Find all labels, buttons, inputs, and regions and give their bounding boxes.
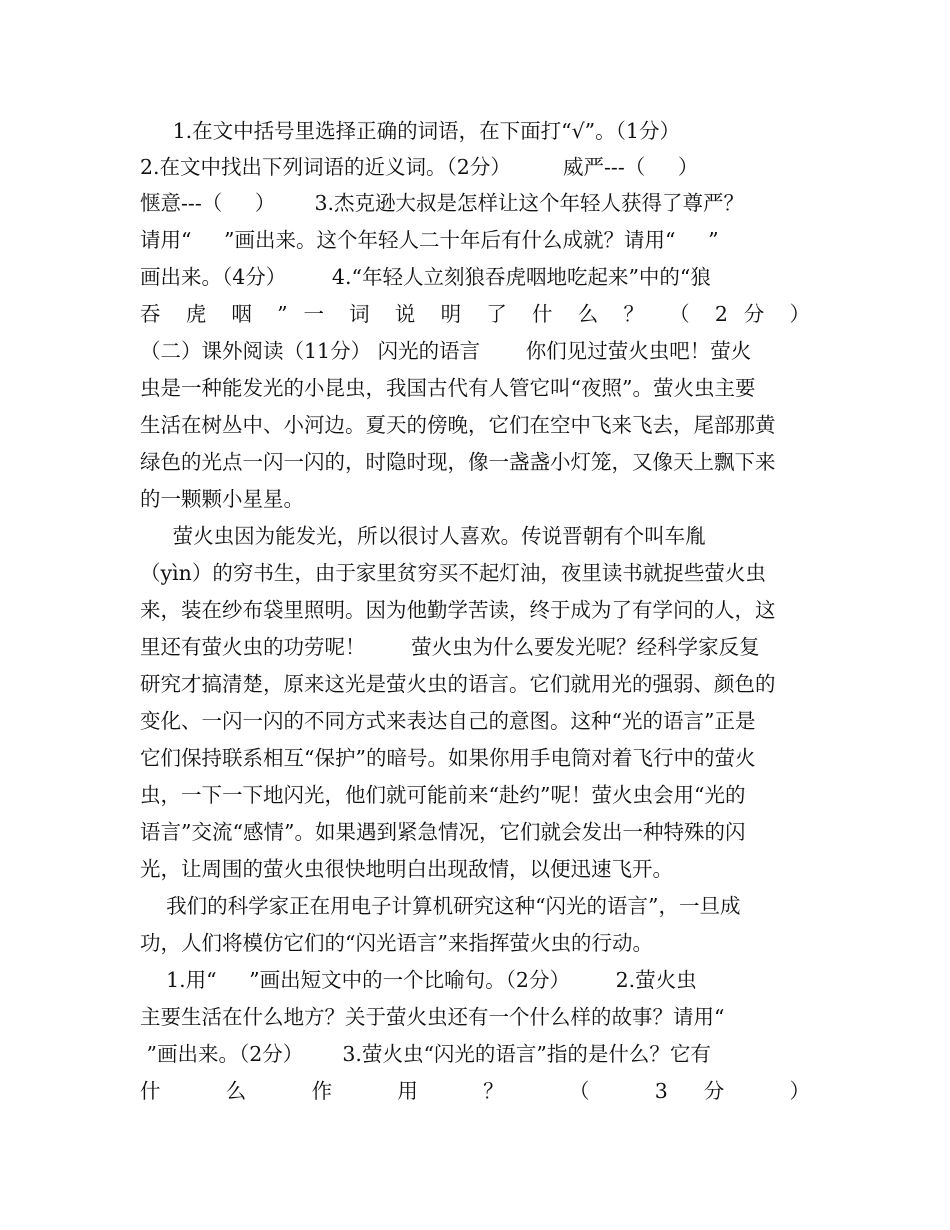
text-line-18: 它们保持联系相互“保护”的暗号。如果你用手电筒对着飞行中的萤火 [140, 746, 756, 770]
text-line-7: （二）课外阅读（11分） 闪光的语言 你们见过萤火虫吧！萤火 [140, 339, 752, 363]
text-line-17: 变化、一闪一闪的不同方式来表达自己的意图。这种“光的语言”正是 [140, 709, 756, 733]
text-line-12: 萤火虫因为能发光，所以很讨人喜欢。传说晋朝有个叫车胤 [140, 524, 706, 548]
text-line-21: 光，让周围的萤火虫很快地明白出现敌情，以便迅速飞开。 [140, 857, 673, 881]
text-line-9: 生活在树丛中、小河边。夏天的傍晚，它们在空中飞来飞去，尾部那黄 [140, 413, 776, 437]
text-line-14: 来，装在纱布袋里照明。因为他勤学苦读，终于成为了有学问的人，这 [140, 598, 776, 622]
text-line-10: 绿色的光点一闪一闪的，时隐时现，像一盏盏小灯笼，又像天上飘下来 [140, 450, 776, 474]
text-line-25: 主要生活在什么地方？关于萤火虫还有一个什么样的故事？请用“ [140, 1005, 725, 1029]
text-line-2: 2.在文中找出下列词语的近义词。（2分） 威严---（ ） [140, 155, 699, 179]
text-line-3: 惬意---（ ） 3.杰克逊大叔是怎样让这个年轻人获得了尊严？ [140, 191, 745, 215]
text-line-8: 虫是一种能发光的小昆虫，我国古代有人管它叫“夜照”。萤火虫主要 [140, 376, 756, 400]
text-line-24: 1.用“ ”画出短文中的一个比喻句。（2分） 2.萤火虫 [140, 968, 697, 992]
text-line-5: 画出来。（4分） 4.“年轻人立刻狼吞虎咽地吃起来”中的“狼 [140, 265, 711, 289]
text-line-23: 功，人们将模仿它们的“闪光语言”来指挥萤火虫的行动。 [140, 931, 653, 955]
text-line-19: 虫，一下一下地闪光，他们就可能前来“赴约”呢！萤火虫会用“光的 [140, 783, 746, 807]
text-line-4: 请用“ ”画出来。这个年轻人二十年后有什么成就？请用“ ” [140, 228, 719, 252]
text-line-27: 什 么 作 用 ？ （ 3 分 ） [140, 1079, 810, 1103]
text-line-22: 我们的科学家正在用电子计算机研究这种“闪光的语言”，一旦成 [140, 894, 741, 918]
text-line-11: 的一颗颗小星星。 [140, 487, 304, 511]
text-line-1: 1.在文中括号里选择正确的词语，在下面打“√”。（1分） [140, 119, 680, 143]
text-line-26: ”画出来。（2分） 3.萤火虫“闪光的语言”指的是什么？它有 [140, 1042, 711, 1066]
text-line-16: 研究才搞清楚，原来这光是萤火虫的语言。它们就用光的强弱、颜色的 [140, 672, 776, 696]
text-line-20: 语言”交流“感情”。如果遇到紧急情况，它们就会发出一种特殊的闪 [140, 820, 746, 844]
text-line-15: 里还有萤火虫的功劳呢！ 萤火虫为什么要发光呢？经科学家反复 [140, 635, 760, 659]
text-line-13: （yìn）的穷书生，由于家里贫穷买不起灯油，夜里读书就捉些萤火虫 [140, 561, 766, 585]
text-line-6: 吞 虎 咽 ” 一 词 说 明 了 什 么 ？ （ 2 分 ） [140, 302, 810, 326]
